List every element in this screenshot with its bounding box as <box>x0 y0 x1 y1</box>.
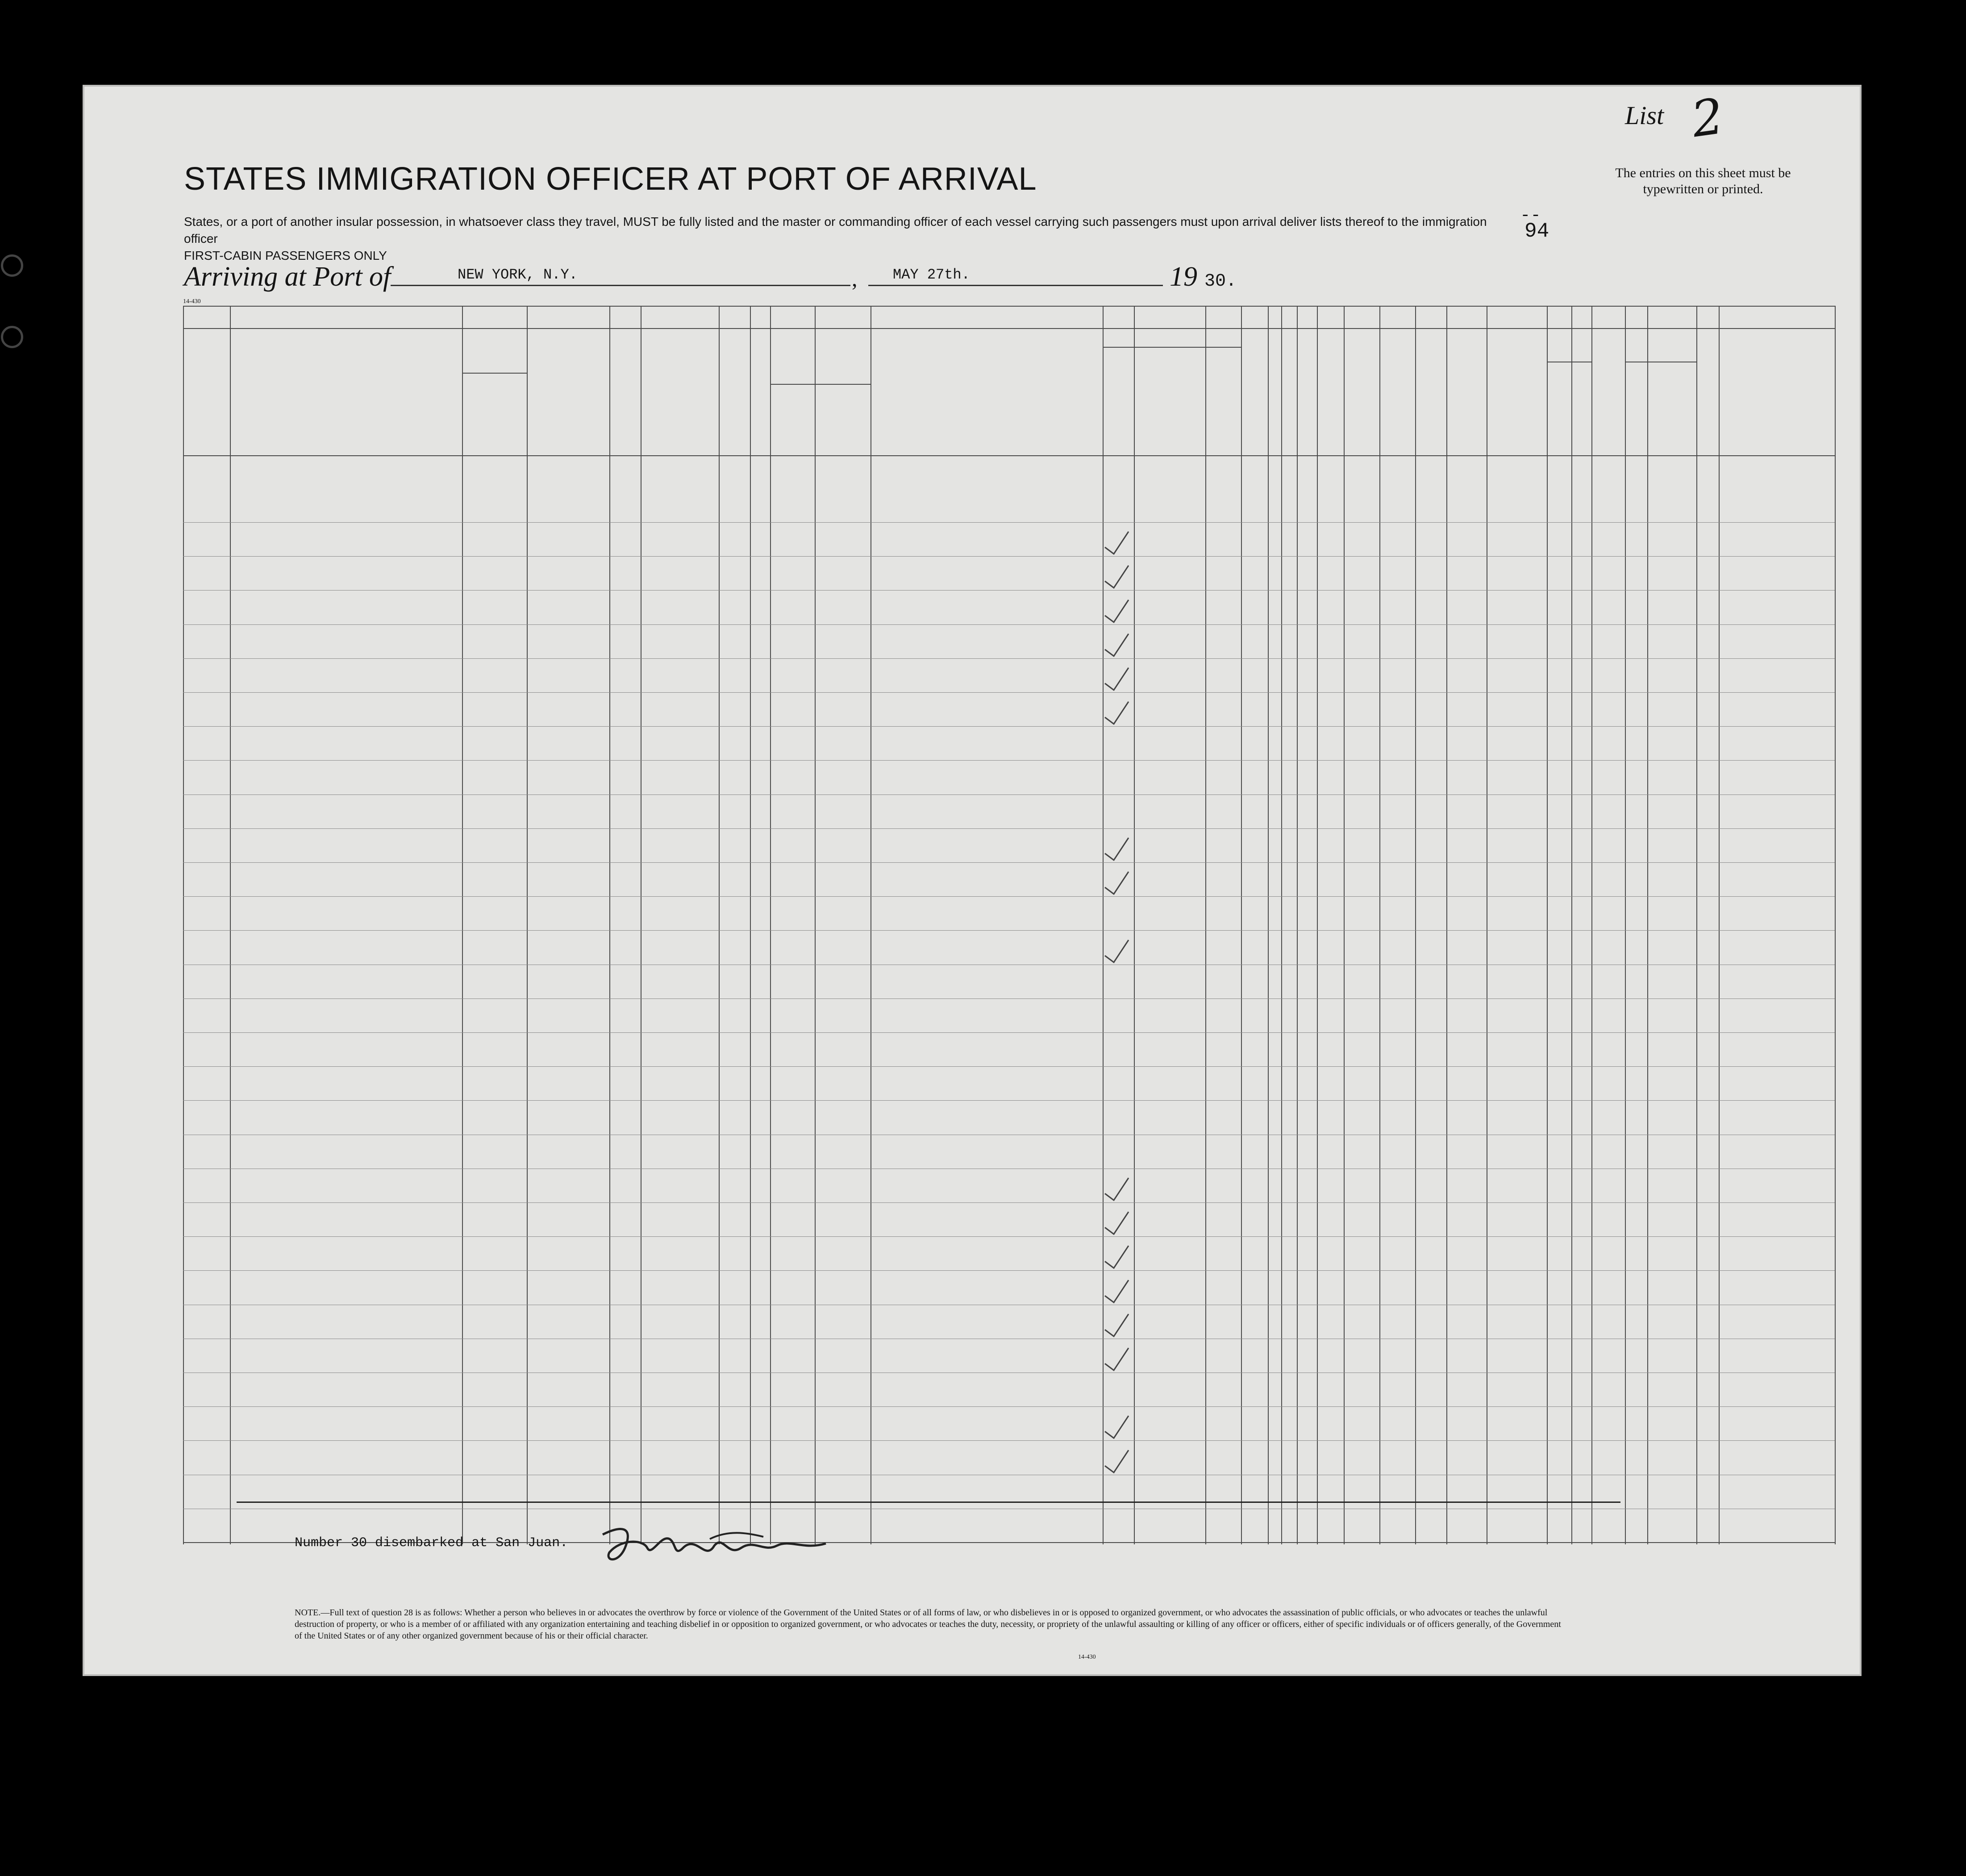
check-mark <box>1103 1278 1129 1305</box>
table-row-line <box>183 692 1835 693</box>
table-column-rule <box>719 306 720 1544</box>
table-row-rule <box>462 373 527 374</box>
punch-hole <box>1 254 23 277</box>
check-mark <box>1103 632 1129 658</box>
header-inches <box>1574 402 1589 451</box>
sheet-number: 94 <box>1524 220 1549 243</box>
table-row-line <box>183 760 1835 761</box>
port-of-arrival: NEW YORK, N.Y. <box>458 266 578 283</box>
table-column-rule <box>750 306 751 1544</box>
table-column-rule <box>1547 306 1548 1544</box>
check-mark <box>1103 563 1129 590</box>
table-row-line <box>183 1032 1835 1033</box>
table-column-rule <box>1317 306 1318 1544</box>
check-mark <box>1103 1448 1129 1475</box>
table-row-line <box>183 726 1835 727</box>
table-column-rule <box>1647 306 1648 1544</box>
table-row-line <box>183 862 1835 863</box>
table-row-line <box>183 828 1835 829</box>
check-mark <box>1103 1176 1129 1202</box>
table-row-rule <box>183 455 1835 456</box>
table-column-rule <box>815 306 816 1544</box>
table-row-rule <box>183 306 1835 307</box>
typewritten-note: The entries on this sheet must be typewritten or printed. <box>1615 166 1791 196</box>
table-column-rule <box>1719 306 1720 1544</box>
check-mark <box>1103 529 1129 556</box>
table-row-line <box>183 658 1835 659</box>
header-polygamist <box>1270 333 1281 498</box>
arrival-date: MAY 27th. <box>893 266 970 283</box>
table-row-rule <box>183 328 1835 329</box>
check-mark <box>1103 666 1129 692</box>
check-mark <box>1103 1346 1129 1373</box>
table-column-rule <box>1379 306 1380 1544</box>
footnote: NOTE.—Full text of question 28 is as follows: Whether a person who believes in or advocates the overthrow by force or violence of the Government of the United States or of all forms of law, or who disbelieves in or is opposed to organized government, or who advocates the assassination of public officials, or who advocates or teaches the unlawful destruction of property, or who is a member of or affiliated with any organization entertaining and teaching disbelief in or opposition to organized government, or who advocates or teaches the duty, necessity, or propriety of the unlawful assaulting or killing of any officer or officers, either of specific individuals or of officers generally, of the Government of the United States or of any other organized government because of his or their official character. <box>295 1608 1561 1641</box>
table-column-rule <box>1297 306 1298 1544</box>
check-mark <box>1103 869 1129 896</box>
year-prefix: 19 <box>1170 262 1197 292</box>
check-mark <box>1103 1244 1129 1270</box>
subtitle-class: FIRST-CABIN PASSENGERS ONLY <box>184 249 387 262</box>
list-number: 2 <box>1688 87 1727 149</box>
officer-signature <box>594 1521 844 1572</box>
header-intends-citizen <box>1208 353 1239 495</box>
table-column-rule <box>230 306 231 1544</box>
date-line <box>868 285 1163 286</box>
table-row-line <box>183 794 1835 795</box>
table-column-rule <box>462 306 463 1544</box>
table-column-rule <box>1571 306 1572 1544</box>
table-column-rule <box>609 306 610 1544</box>
check-mark <box>1103 598 1129 624</box>
table-row-line <box>183 1406 1835 1407</box>
list-label: List <box>1625 101 1664 130</box>
page-title: STATES IMMIGRATION OFFICER AT PORT OF ARRIVAL <box>184 161 1037 197</box>
check-mark <box>1103 1210 1129 1236</box>
header-ticket <box>614 333 638 498</box>
check-mark <box>1103 699 1129 726</box>
header-money <box>721 333 748 498</box>
table-column-rule <box>1591 306 1592 1544</box>
table-column-rule <box>183 306 184 1544</box>
header-feet <box>1549 402 1567 451</box>
table-row-line <box>183 930 1835 931</box>
port-line <box>391 285 850 286</box>
comma: , <box>852 266 858 291</box>
table-row-line <box>183 590 1835 591</box>
table-column-rule <box>770 306 771 1544</box>
table-column-rule <box>527 306 528 1544</box>
year-suffix: 30. <box>1204 271 1237 291</box>
table-column-rule <box>1625 306 1626 1544</box>
disembarked-note: Number 30 disembarked at San Juan. <box>295 1535 568 1551</box>
check-mark <box>1103 938 1129 965</box>
table-column-rule <box>1205 306 1206 1544</box>
table-column-rule <box>1835 306 1836 1544</box>
table-row-line <box>183 1236 1835 1237</box>
table-column-rule <box>1268 306 1269 1544</box>
sheet-dash: - - <box>1522 204 1539 224</box>
table-row-line <box>183 556 1835 557</box>
table-column-rule <box>1134 306 1135 1544</box>
table-row-rule <box>1103 347 1241 348</box>
subtitle-line: States, or a port of another insular possession, in whatsoever class they travel, MUST be fully listed and the master or commanding officer of each vessel carrying such passengers must upon arrival deliver lists thereof to the immigration officer <box>184 215 1487 245</box>
check-mark <box>1103 836 1129 862</box>
header-q28 <box>1299 333 1317 498</box>
table-column-rule <box>1344 306 1345 1544</box>
punch-hole <box>1 326 23 348</box>
header-deported <box>1346 333 1377 498</box>
header-intends-return <box>1105 353 1132 495</box>
footnote-code: 14-430 <box>1078 1654 1096 1660</box>
table-column-rule <box>1696 306 1697 1544</box>
row-30-strikethrough <box>237 1502 1620 1503</box>
table-row-line <box>183 1440 1835 1441</box>
table-row-line <box>183 624 1835 625</box>
table-row-line <box>183 998 1835 999</box>
header-prison <box>1243 333 1266 498</box>
table-row-rule <box>770 384 871 385</box>
check-mark <box>1103 1414 1129 1440</box>
table-column-rule <box>1446 306 1447 1544</box>
table-row-line <box>183 1100 1835 1101</box>
table-column-rule <box>1281 306 1282 1544</box>
table-row-line <box>183 1202 1835 1203</box>
form-code: 14-430 <box>183 298 201 305</box>
page-subtitle <box>184 213 1523 264</box>
header-anarchist <box>1283 333 1295 498</box>
header-labor-offer <box>1319 333 1341 498</box>
table-column-rule <box>1241 306 1242 1544</box>
table-row-line <box>183 1066 1835 1067</box>
table-column-rule <box>1415 306 1416 1544</box>
arriving-label: Arriving at Port of <box>184 262 391 292</box>
manifest-table <box>183 306 1835 1549</box>
table-row-line <box>183 896 1835 897</box>
table-row-line <box>183 522 1835 523</box>
header-length-stay <box>1136 353 1203 495</box>
check-mark <box>1103 1312 1129 1339</box>
table-row-line <box>183 1270 1835 1271</box>
